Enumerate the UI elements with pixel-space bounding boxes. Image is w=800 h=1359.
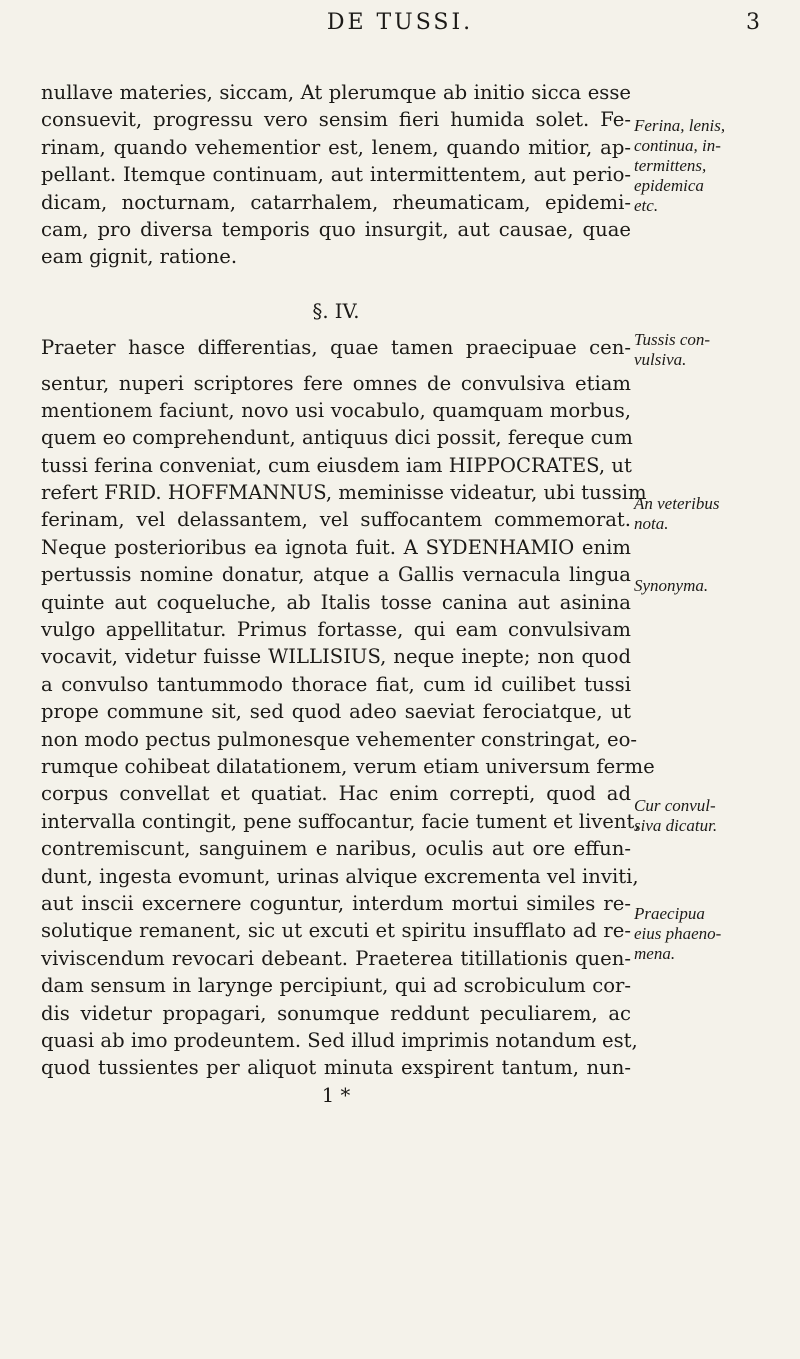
text-line: vocavit, videtur fuisse WILLISIUS, neque inepte; non quod [41,645,631,669]
text-line: quod tussientes per aliquot minuta exspirent tantum, nun- [41,1056,631,1080]
text-line: prope commune sit, sed quod adeo saeviat ferociatque, ut [41,700,631,724]
text-line: non modo pectus pulmonesque vehementer constringat, eo- [41,727,638,751]
text-line: Neque posterioribus ea ignota fuit. A SYDENHAMIO enim [41,535,631,559]
blank-line [41,271,631,298]
margin-line: continua, in- [634,136,721,155]
text-line: intervalla contingit, pene suffocantur, facie tument et livent, [41,809,641,833]
text-line: pellant. Itemque continuam, aut intermittentem, aut perio- [41,163,631,187]
text-line: cam, pro diversa temporis quo insurgit, aut causae, quae [41,217,631,241]
margin-line: Ferina, lenis, [634,116,726,135]
text-line: dam sensum in larynge percipiunt, qui ad scrobiculum cor- [41,974,631,998]
text-line: quinte aut coqueluche, ab Italis tosse canina aut asinina [41,590,631,614]
text-line: solutique remanent, sic ut excuti et spiritu insufflato ad re- [41,919,631,943]
section-heading: §. IV. [312,300,360,324]
text-line: quem eo comprehendunt, antiquus dici possit, fereque cum [41,426,633,450]
running-title: DE TUSSI. [326,10,474,35]
margin-line: siva dicatur. [634,816,718,835]
text-line: refert FRID. HOFFMANNUS, meminisse videatur, ubi tussim [41,481,647,505]
text-line: a convulso tantummodo thorace fiat, cum id cuilibet tussi [41,672,631,696]
text-line: contremiscunt, sanguinem e naribus, oculis aut ore effun- [41,837,631,861]
margin-line: Synonyma. [634,576,709,595]
text-line: mentionem faciunt, novo usi vocabulo, quamquam morbus, [41,398,631,422]
text-line: vulgo appellitatur. Primus fortasse, qui eam convulsivam [41,618,631,642]
text-line: viviscendum revocari debeant. Praeterea titillationis quen- [41,946,631,970]
margin-line: eius phaeno- [634,924,722,943]
text-line: dunt, ingesta evomunt, urinas alvique excrementa vel inviti, [41,864,639,888]
text-line: Praeter hasce differentias, quae tamen praecipuae cen- [41,335,631,359]
margin-note-synonyma [634,576,794,596]
text-line: rumque cohibeat dilatationem, verum etiam universum ferme [41,754,655,778]
margin-note-cur-convulsiva [634,796,794,836]
text-line: corpus convellat et quatiat. Hac enim correpti, quod ad [41,782,631,806]
margin-line: nota. [634,514,669,533]
margin-line: An veteribus [634,494,720,513]
text-line: nullave materies, siccam, At plerumque ab initio sicca esse [41,81,631,104]
text-line: tussi ferina conveniat, cum eiusdem iam HIPPOCRATES, ut [41,453,632,477]
margin-line: vulsiva. [634,350,687,369]
text-line: quasi ab imo prodeuntem. Sed illud imprimis notandum est, [41,1028,638,1052]
page-number: 3 [746,10,760,35]
text-line: ferinam, vel delassantem, vel suffocantem commemorat. [41,508,631,532]
margin-line: Cur convul- [634,796,716,815]
text-line: dis videtur propagari, sonumque reddunt peculiarem, ac [41,1001,631,1025]
text-line: dicam, nocturnam, catarrhalem, rheumaticam, epidemi- [41,190,631,214]
text-line: consuevit, progressu vero sensim fieri humida solet. Fe- [41,108,631,132]
margin-line: epidemica [634,176,704,195]
margin-line: mena. [634,944,676,963]
margin-note-veteribus [634,494,794,534]
margin-line: Tussis con- [634,330,711,349]
margin-line: termittens, [634,156,707,175]
margin-line: etc. [634,196,659,215]
text-line: eam gignit, ratione. [41,245,238,269]
margin-note-convulsiva [634,330,794,370]
running-header [40,10,760,50]
margin-line: Praecipua [634,904,705,923]
margin-note-ferina [634,116,794,216]
text-line: sentur, nuperi scriptores fere omnes de convulsiva etiam [41,371,631,395]
signature-mark: 1 * [321,1083,351,1107]
text-line: aut inscii excernere coguntur, interdum mortui similes re- [41,891,631,915]
margin-note-praecipua [634,904,794,964]
text-line: pertussis nomine donatur, atque a Gallis vernacula lingua [41,563,631,587]
text-line: rinam, quando vehementior est, lenem, quando mitior, ap- [41,135,631,159]
